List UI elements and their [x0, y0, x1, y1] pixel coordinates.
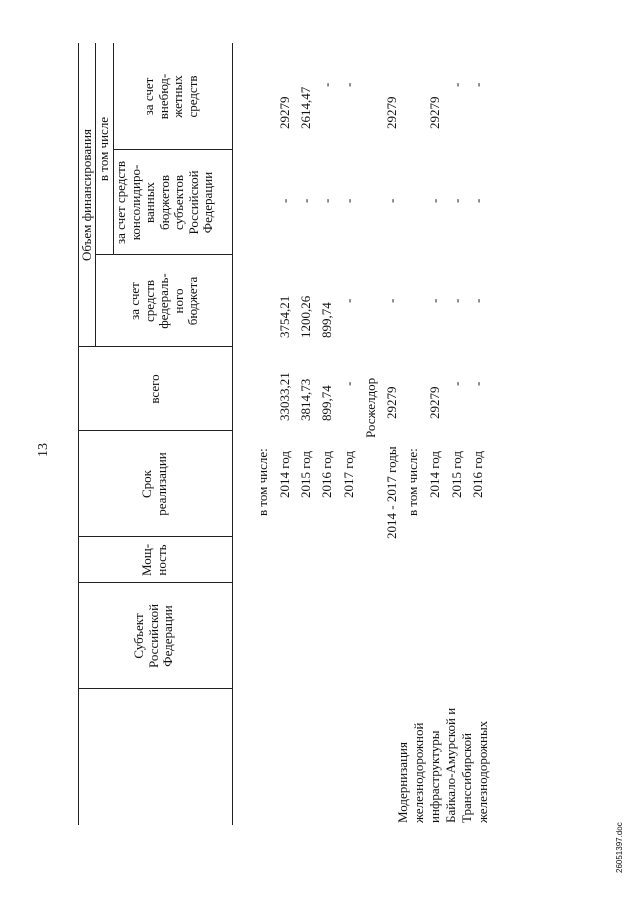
row-period: 2014 год — [277, 451, 292, 498]
header-period — [140, 431, 169, 537]
row-total: - — [341, 381, 356, 386]
row-period: 2015 год — [298, 451, 313, 498]
project-name-line: железнодорожных — [475, 720, 490, 823]
row-period: 2016 год — [319, 451, 334, 498]
header-regional-line: консолидиро- — [127, 164, 143, 241]
row-regional: - — [298, 198, 313, 203]
header-period-line: реализации — [153, 452, 169, 516]
row-regional: - — [319, 198, 334, 203]
header-subject-line: Российской — [145, 603, 161, 669]
header-total — [148, 347, 163, 431]
row-federal: 1200,26 — [298, 295, 313, 338]
row-regional: - — [449, 198, 464, 203]
project-name-line: железнодорожной — [411, 722, 426, 823]
project-name-line: Байкало-Амурской и — [443, 707, 458, 823]
header-extra-line: за счет — [141, 77, 156, 116]
header-regional-line: за счет средств — [113, 161, 128, 244]
page-number: 13 — [36, 443, 51, 457]
header-subject-line: Субъект — [131, 613, 146, 659]
funding-subheader-rule — [95, 43, 96, 347]
row-total: 3814,73 — [298, 378, 313, 421]
header-capacity — [140, 537, 169, 583]
header-extra-line: внебюд- — [155, 73, 171, 120]
header-extra-line: средств — [184, 75, 200, 118]
project-name-line: инфраструктуры — [427, 730, 442, 823]
doc-code: 26051397.doc — [615, 822, 624, 873]
header-including: в том числе — [96, 116, 111, 182]
row-federal: - — [449, 298, 464, 303]
row-total: 899,74 — [319, 385, 334, 421]
header-federal-line: ного — [170, 288, 186, 314]
row-regional: - — [277, 198, 292, 203]
row-regional: - — [341, 198, 356, 203]
project-name-line: Транссибирской — [459, 732, 474, 823]
row-federal: 899,74 — [319, 302, 334, 338]
row-period: 2014 год — [427, 451, 442, 498]
header-total-text: всего — [147, 374, 162, 404]
project-name-line: Модернизация — [395, 742, 410, 823]
row-extra: - — [341, 82, 356, 87]
header-regional-line: Российской — [185, 170, 201, 235]
header-regional-line: субъектов — [171, 175, 186, 231]
row-total: 29279 — [384, 386, 399, 419]
row-total: - — [449, 381, 464, 386]
row-federal: - — [470, 298, 485, 303]
row-regional: - — [384, 198, 399, 203]
header-funding: Объем финансирования — [79, 128, 94, 262]
header-federal-line: бюджета — [185, 276, 200, 326]
header-regional-line: бюджетов — [156, 175, 172, 231]
row-extra: - — [319, 82, 334, 87]
row-federal: - — [427, 298, 442, 303]
header-capacity-line: ность — [153, 544, 169, 576]
row-extra: 29279 — [277, 96, 292, 129]
header-regional-line: Федерации — [200, 171, 215, 234]
header-regional — [114, 150, 216, 255]
row-federal: 3754,21 — [277, 295, 292, 338]
header-federal-line: средств — [141, 279, 157, 323]
row-period: 2017 год — [341, 451, 356, 498]
header-extra-line: жетных — [170, 75, 185, 118]
row-period: 2015 год — [449, 451, 464, 498]
header-federal — [128, 255, 201, 347]
row-extra: 29279 — [427, 96, 442, 129]
row-period: в том числе: — [255, 448, 270, 516]
header-extra — [142, 43, 200, 150]
project-name — [395, 708, 491, 823]
header-capacity-line: Мощ- — [139, 543, 154, 577]
header-federal-line: за счет — [127, 282, 142, 320]
row-extra: - — [470, 82, 485, 87]
header-subject — [132, 583, 176, 689]
row-federal: - — [341, 298, 356, 303]
row-total: 33033,21 — [277, 372, 292, 421]
row-period: 2014 - 2017 годы — [384, 446, 399, 539]
row-total: 29279 — [427, 386, 442, 419]
header-regional-line: ванных — [142, 182, 157, 223]
row-extra: 2614,47 — [298, 86, 313, 129]
row-period: 2016 год — [470, 451, 485, 498]
row-extra: - — [449, 82, 464, 87]
row-regional: - — [427, 198, 442, 203]
row-period: в том числе: — [405, 448, 420, 516]
header-period-line: Срок — [139, 470, 154, 498]
header-federal-line: федераль- — [156, 273, 171, 329]
row-federal: - — [384, 298, 399, 303]
table-header-bottom-rule — [232, 43, 233, 825]
row-total: - — [470, 381, 485, 386]
row-agency: Росжелдор — [363, 377, 378, 438]
header-subject-line: Федерации — [160, 605, 175, 667]
row-regional: - — [470, 198, 485, 203]
row-extra: 29279 — [384, 96, 399, 129]
